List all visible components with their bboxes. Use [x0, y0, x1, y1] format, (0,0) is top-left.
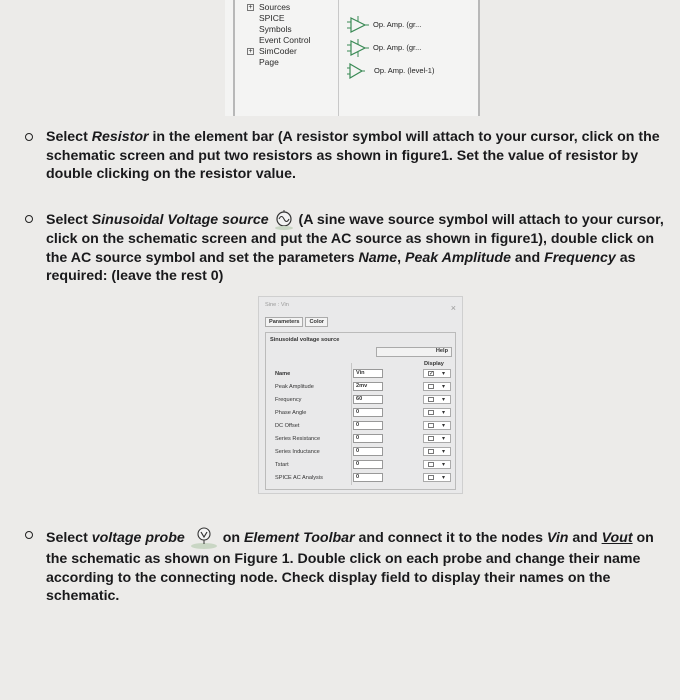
top-screenshot — [225, 0, 480, 116]
sine-source-icon — [273, 210, 295, 230]
sine-parameter-dialog — [258, 296, 463, 494]
step-resistor: Select Resistor in the element bar (A resistor symbol will attach to your cursor, click on the schematic screen and put two resistors as shown in figure1. Set the value of resistor by double clicking on the resistor value. — [46, 128, 666, 184]
param-value-input[interactable]: 60 — [353, 395, 383, 404]
dialog-title: Sine : Vin — [265, 302, 289, 308]
dialog-tabs — [265, 317, 330, 327]
checkbox-icon[interactable] — [428, 397, 434, 402]
param-value-input[interactable]: 0 — [353, 408, 383, 417]
display-toggle[interactable] — [423, 434, 451, 443]
panel-border — [233, 0, 235, 116]
param-row: Series Resistance 0 ▾ — [273, 433, 451, 446]
opamp-list — [347, 13, 434, 82]
tree-item-simcoder[interactable]: + SimCoder — [248, 46, 297, 56]
param-value-input[interactable]: 0 — [353, 421, 383, 430]
opamp-icon — [347, 63, 365, 79]
expand-icon[interactable]: + — [248, 4, 253, 11]
checkbox-icon[interactable]: ✓ — [429, 371, 435, 377]
tree-item-page[interactable]: Page — [259, 57, 279, 67]
column-divider — [351, 363, 352, 485]
display-toggle[interactable] — [423, 395, 451, 404]
param-row: Frequency 60 ▾ — [273, 394, 451, 407]
opamp-icon — [347, 39, 369, 57]
display-toggle[interactable] — [423, 421, 451, 430]
display-toggle[interactable] — [423, 447, 451, 456]
dropdown-icon[interactable]: ▾ — [442, 436, 446, 442]
checkbox-icon[interactable] — [428, 410, 434, 415]
checkbox-icon[interactable] — [428, 384, 434, 389]
display-toggle[interactable] — [423, 473, 451, 482]
param-row: SPICE AC Analysis 0 ▾ — [273, 472, 451, 485]
opamp-icon — [347, 16, 369, 34]
dropdown-icon[interactable]: ▾ — [442, 371, 446, 377]
voltage-probe-icon — [189, 526, 219, 550]
dropdown-icon[interactable]: ▾ — [442, 462, 446, 468]
checkbox-icon[interactable] — [428, 423, 434, 428]
param-value-input[interactable]: 0 — [353, 434, 383, 443]
tab-color[interactable]: Color — [305, 317, 328, 327]
opamp-item[interactable]: Op. Amp. (level-1) — [347, 59, 434, 82]
dropdown-icon[interactable]: ▾ — [442, 384, 446, 390]
panel-border — [478, 0, 480, 116]
param-value-input[interactable]: 2mv — [353, 382, 383, 391]
panel-divider — [338, 0, 339, 116]
dropdown-icon[interactable]: ▾ — [442, 449, 446, 455]
display-toggle[interactable] — [423, 369, 451, 378]
param-row: Series Inductance 0 ▾ — [273, 446, 451, 459]
display-header: Display — [424, 361, 444, 367]
parameter-table — [273, 368, 451, 485]
bullet-icon — [25, 531, 33, 539]
step-voltage-probe: Select voltage probe on Element Toolbar and connect it to the nodes Vin and Vout on the schematic as shown on Figure 1. Double click on each probe and change their name according to the connecting node. Check display field to display their names on the schematic. — [46, 526, 666, 606]
checkbox-icon[interactable] — [428, 475, 434, 480]
param-value-input[interactable]: 0 — [353, 473, 383, 482]
step-sinusoidal-source: Select Sinusoidal Voltage source (A sine wave source symbol will attach to your cursor, click on the schematic screen and put the AC source as shown in figure1), double click on the AC source symbol and set the parameters Name, Peak Amplitude and Frequency as required: (leave the rest 0) — [46, 210, 666, 286]
group-label: Sinusoidal voltage source — [270, 337, 340, 343]
param-row: DC Offset 0 ▾ — [273, 420, 451, 433]
close-icon[interactable]: × — [450, 303, 456, 313]
opamp-item[interactable]: Op. Amp. (gr... — [347, 13, 434, 36]
checkbox-icon[interactable] — [428, 462, 434, 467]
dropdown-icon[interactable]: ▾ — [442, 475, 446, 481]
param-row: Phase Angle 0 ▾ — [273, 407, 451, 420]
param-value-input[interactable]: 0 — [353, 447, 383, 456]
tab-parameters[interactable]: Parameters — [265, 317, 303, 327]
tree-item-event-control[interactable]: Event Control — [259, 35, 311, 45]
param-row: Peak Amplitude 2mv ▾ — [273, 381, 451, 394]
display-toggle[interactable] — [423, 460, 451, 469]
display-toggle[interactable] — [423, 382, 451, 391]
library-tree — [247, 2, 311, 68]
param-value-input[interactable]: 0 — [353, 460, 383, 469]
display-toggle[interactable] — [423, 408, 451, 417]
expand-icon[interactable]: + — [248, 48, 253, 55]
checkbox-icon[interactable] — [428, 436, 434, 441]
param-row: Tstart 0 ▾ — [273, 459, 451, 472]
opamp-item[interactable]: Op. Amp. (gr... — [347, 36, 434, 59]
dropdown-icon[interactable]: ▾ — [442, 397, 446, 403]
tree-item-sources[interactable]: + Sources — [248, 2, 291, 12]
param-row: Name Vin ✓ ▾ — [273, 368, 451, 381]
help-button[interactable]: Help — [376, 347, 452, 357]
tree-item-symbols[interactable]: Symbols — [259, 24, 292, 34]
param-value-input[interactable]: Vin — [353, 369, 383, 378]
dropdown-icon[interactable]: ▾ — [442, 410, 446, 416]
tree-item-spice[interactable]: SPICE — [259, 13, 285, 23]
dropdown-icon[interactable]: ▾ — [442, 423, 446, 429]
bullet-icon — [25, 215, 33, 223]
checkbox-icon[interactable] — [428, 449, 434, 454]
bullet-icon — [25, 133, 33, 141]
